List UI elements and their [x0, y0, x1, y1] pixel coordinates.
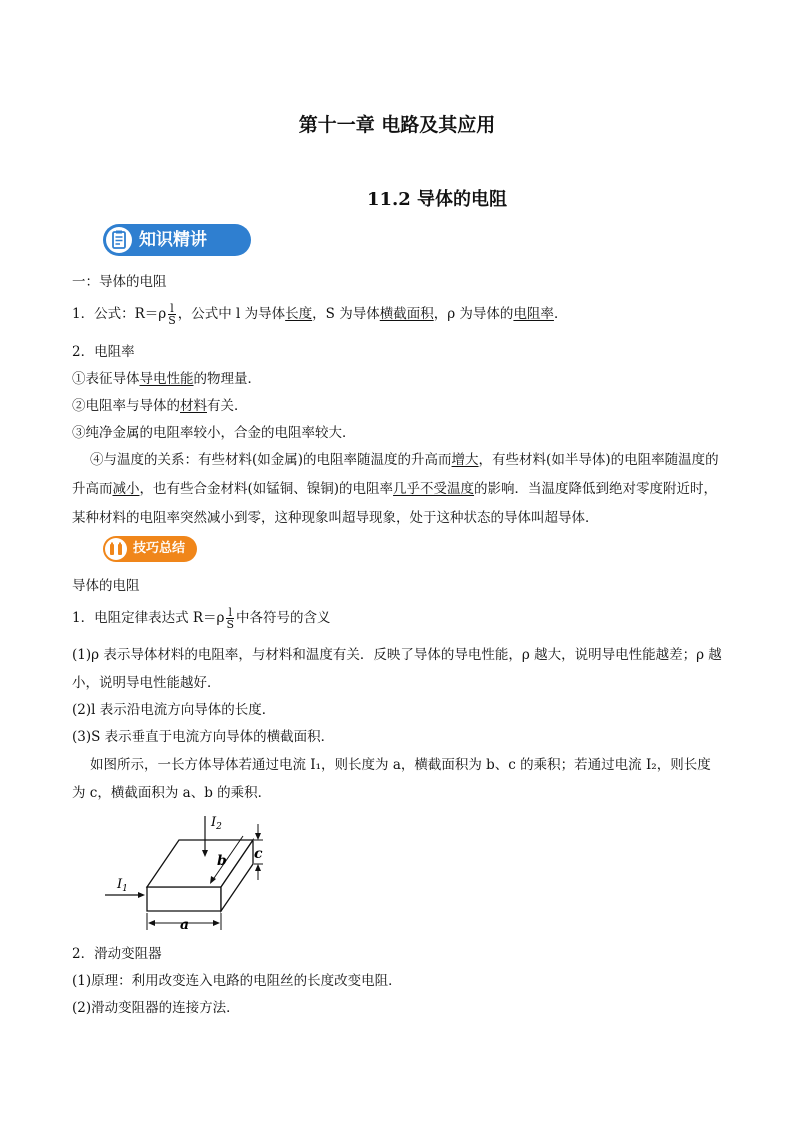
k-point-4-d: 的影响．当温度降低到绝对零度附近时，某种材料的电阻率突然减小到零，这种现象叫超导现象，处于这种状态的导体叫超导体． — [72, 481, 718, 526]
s-rheostat-connection: (2)滑动变阻器的连接方法． — [72, 1000, 240, 1016]
k-point-4-increase: 增大 — [451, 452, 479, 468]
k-formula-a: ，公式中 l 为导体 — [177, 306, 286, 322]
s-law-fraction — [226, 607, 234, 630]
s-heading: 导体的电阻 — [72, 578, 140, 594]
k-formula-num: l — [168, 303, 176, 315]
k-formula-d: ． — [553, 306, 568, 322]
knowledge-banner — [103, 224, 251, 256]
k-term-area: 横截面积 — [379, 306, 434, 322]
label-b: b — [217, 853, 227, 869]
k-point-1-b: 的物理量． — [193, 371, 261, 387]
k-term-resistivity: 电阻率 — [513, 306, 554, 322]
k-formula-prefix: 1．公式：R＝ρ — [72, 306, 167, 322]
s-item-1: (1)ρ 表示导体材料的电阻率，与材料和温度有关．反映了导体的导电性能，ρ 越大，说明导电性能越差；ρ 越小，说明导电性能越好． — [72, 647, 722, 691]
label-a: a — [180, 917, 190, 933]
k-formula-line — [72, 303, 567, 326]
k-formula-den: S — [168, 314, 176, 327]
k-heading-2: 2．电阻率 — [72, 344, 135, 360]
section-title: 11.2 导体的电阻 — [366, 189, 508, 210]
s-law-num: l — [226, 607, 234, 619]
summary-banner-label: 技巧总结 — [133, 541, 186, 556]
k-point-4-b: ，有些材料(如半导体)的电阻率随温度的升高而 — [72, 452, 719, 497]
s-item-2: (2)l 表示沿电流方向导体的长度． — [72, 702, 276, 718]
k-formula-fraction — [168, 303, 176, 326]
k-point-2-a: ②电阻率与导体的 — [72, 398, 180, 414]
k-point-1-a: ①表征导体 — [72, 371, 140, 387]
summary-banner — [103, 536, 197, 562]
k-point-2 — [72, 395, 248, 417]
label-c: c — [254, 846, 263, 862]
c-dim-head-top — [255, 833, 261, 840]
k-point-2-term: 材料 — [180, 398, 207, 414]
k-formula-b: ，S 为导体 — [312, 306, 380, 322]
label-i2: $I_2$ — [211, 815, 222, 832]
a-dim-head-right — [213, 920, 220, 926]
k-term-length: 长度 — [285, 306, 313, 322]
i1-arrowhead — [138, 892, 145, 898]
k-point-4-c: ，也有些合金材料(如锰铜、镍铜)的电阻率 — [139, 481, 394, 497]
knowledge-banner-label: 知识精讲 — [139, 230, 207, 250]
k-point-4-decrease: 减小 — [112, 481, 140, 497]
s-law-prefix: 1．电阻定律表达式 R＝ρ — [72, 610, 225, 626]
s-law-line — [72, 607, 331, 630]
c-dim-head-bottom — [255, 864, 261, 871]
label-i1: $I_1$ — [117, 877, 128, 894]
k-point-4 — [72, 446, 724, 533]
k-point-1 — [72, 368, 261, 390]
a-dim-head-left — [148, 920, 155, 926]
batteries-icon — [105, 538, 127, 560]
s-rheostat-heading: 2．滑动变阻器 — [72, 946, 162, 962]
k-point-4-unaffected: 几乎不受温度 — [393, 481, 475, 497]
chapter-title: 第十一章 电路及其应用 — [298, 114, 496, 136]
clipboard-icon — [106, 227, 132, 253]
k-point-2-b: 有关． — [207, 398, 248, 414]
conductor-figure — [95, 808, 295, 938]
s-law-den: S — [226, 618, 235, 631]
k-point-1-term: 导电性能 — [139, 371, 194, 387]
s-item-3: (3)S 表示垂直于电流方向导体的横截面积． — [72, 729, 335, 745]
box-front-face — [147, 887, 221, 911]
s-rheostat-principle: (1)原理：利用改变连入电路的电阻丝的长度改变电阻． — [72, 973, 402, 989]
s-figure-paragraph: 如图所示，一长方体导体若通过电流 I₁，则长度为 a，横截面积为 b、c 的乘积；若通过电流 I₂，则长度为 c，横截面积为 a、b 的乘积． — [72, 757, 711, 801]
s-law-suffix: 中各符号的含义 — [236, 610, 331, 626]
k-point-4-a: ④与温度的关系：有些材料(如金属)的电阻率随温度的升高而 — [90, 452, 452, 468]
k-formula-c: ，ρ 为导体的 — [433, 306, 514, 322]
k-point-3: ③纯净金属的电阻率较小，合金的电阻率较大． — [72, 425, 356, 441]
k-heading-1: 一：导体的电阻 — [72, 274, 167, 290]
